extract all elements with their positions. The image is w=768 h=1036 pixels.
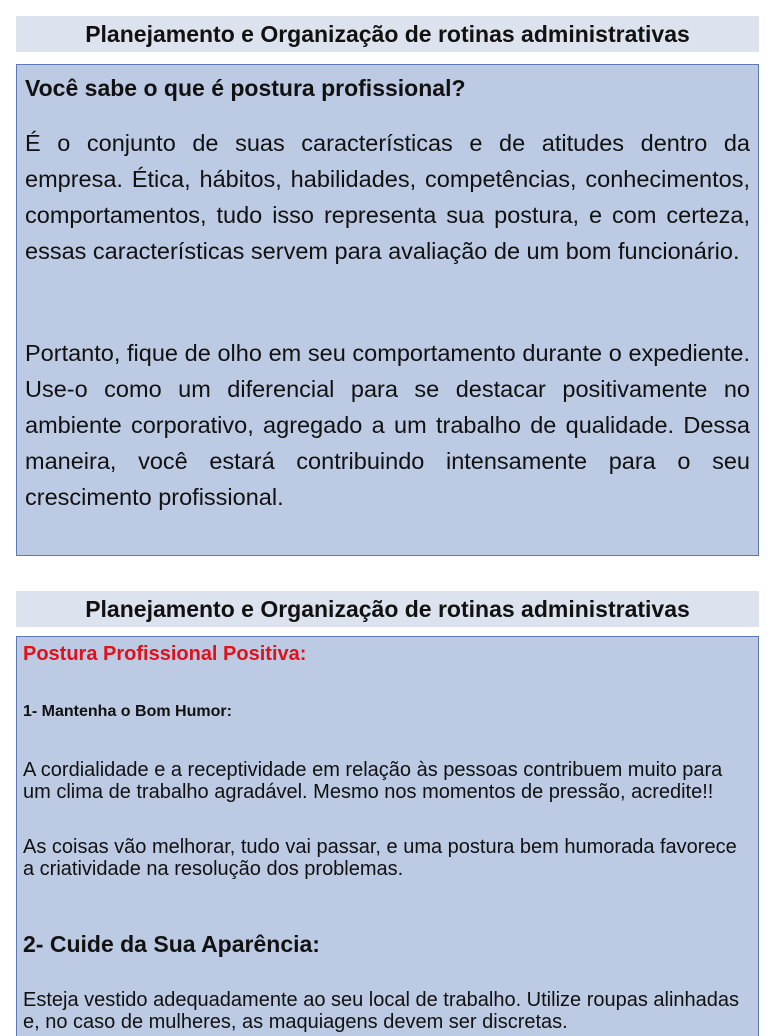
paragraph-cordiality: A cordialidade e a receptividade em relação às pessoas contribuem muito para um clima de trabalho agradável. Mesmo nos momentos de pressão, acredite!!: [23, 759, 723, 803]
paragraph-definition: É o conjunto de suas características e de atitudes dentro da empresa. Ética, hábitos, habilidades, competências, conhecimentos, comportamentos, tudo isso representa sua postura, e com certeza, essas características servem para avaliação de um bom funcionário.: [25, 130, 750, 264]
appearance-subheading: 2- Cuide da Sua Aparência:: [23, 931, 320, 957]
question-heading: Você sabe o que é postura profissional?: [25, 75, 466, 101]
slide-title-2: Planejamento e Organização de rotinas administrativas: [16, 591, 759, 627]
paragraph-appearance: Esteja vestido adequadamente ao seu local de trabalho. Utilize roupas alinhadas e, no caso de mulheres, as maquiagens devem ser discretas.: [23, 989, 740, 1033]
good-humor-subheading: 1- Mantenha o Bom Humor:: [23, 703, 232, 720]
slide-title-1: Planejamento e Organização de rotinas administrativas: [16, 16, 759, 52]
content-panel-2: [16, 636, 759, 1036]
positive-posture-heading: Postura Profissional Positiva:: [23, 643, 307, 665]
content-panel-1: [16, 64, 759, 556]
paragraph-advice: Portanto, fique de olho em seu comportamento durante o expediente. Use-o como um diferencial para se destacar positivamente no ambiente corporativo, agregado a um trabalho de qualidade. Dessa maneira, você estará contribuindo intensamente para o seu crescimento profissional.: [25, 340, 750, 510]
paragraph-good-humor: As coisas vão melhorar, tudo vai passar, e uma postura bem humorada favorece a criatividade na resolução dos problemas.: [23, 836, 737, 880]
